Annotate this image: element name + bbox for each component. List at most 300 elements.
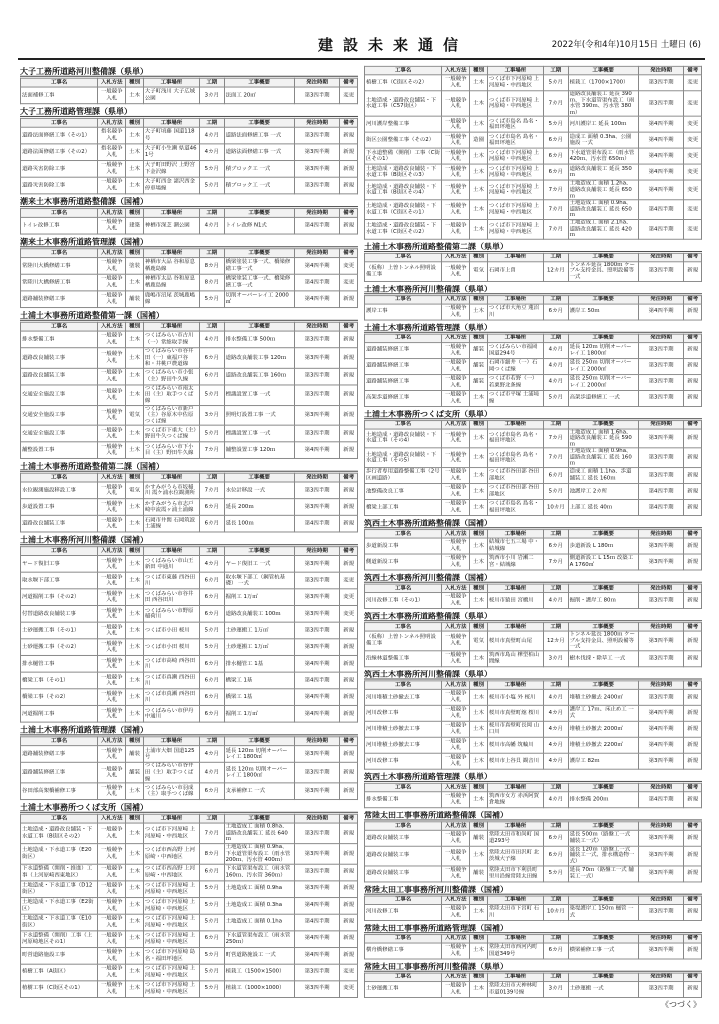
table-header-row — [21, 78, 358, 87]
section-title: 土浦土木事務所道路管理課（国補） — [20, 725, 358, 736]
remarks-cell: 新規 — [340, 881, 358, 898]
location-cell: 桜川市高幡 筑輪川 — [487, 737, 543, 753]
bid-method-cell: 一般競争入札 — [442, 792, 470, 808]
summary-cell: 延長 120ｍ（路盤工一式 舗装工一式、排水構造物一式） — [568, 846, 638, 866]
order-timing-cell: 第3四半期 — [638, 943, 684, 959]
duration-cell: 7カ月 — [544, 448, 569, 468]
location-cell: つくばみらい市古川（一）常総取手線 — [143, 331, 199, 348]
location-cell: つくば市西高野 上河原崎・中西地区 — [143, 864, 199, 881]
column-header-project-name: 工事名 — [21, 249, 98, 258]
table-header-row — [365, 530, 702, 538]
project-table — [364, 934, 702, 959]
location-cell: 神栖市大品 谷和原息栖鹿島線 — [143, 258, 199, 275]
location-cell: つくば市谷田部 谷田部地区 — [487, 468, 543, 484]
location-cell: つくば市小田 桜川 — [143, 622, 199, 639]
table-row — [21, 368, 358, 385]
summary-cell: 標識設置工事 一式 — [224, 385, 294, 405]
summary-cell: 高架歩道修繕工 一式 — [568, 390, 638, 406]
column-header-summary: 工事概要 — [224, 118, 294, 127]
bid-method-cell: 一般競争入札 — [442, 943, 470, 959]
category-cell: 土木 — [126, 656, 144, 673]
table-row — [365, 200, 702, 220]
summary-cell: 土地造成工 面積 1.6ha、道路改良舗装工 延長 590ｍ — [568, 429, 638, 449]
column-header-duration: 工期 — [200, 814, 225, 823]
column-header-bid-method: 入札方法 — [442, 973, 470, 981]
category-cell: 電気 — [470, 262, 488, 282]
section — [364, 961, 702, 998]
summary-cell: 法面工 20㎡ — [224, 87, 294, 104]
table-row — [21, 217, 358, 234]
column-header-project-name: 工事名 — [365, 334, 442, 342]
bid-method-cell: 指名競争入札 — [98, 127, 126, 144]
category-cell: 舗装 — [470, 830, 488, 846]
remarks-cell: 新規 — [340, 127, 358, 144]
bid-method-cell: 一般競争入札 — [98, 161, 126, 178]
location-cell: つくば市下河原崎 上河原崎・中西地区 — [487, 200, 543, 220]
bid-method-cell: 一般競争入札 — [98, 656, 126, 673]
location-cell: つくば市下河原崎 上河原崎・中西地区 — [143, 881, 199, 898]
summary-cell: 上部工 延長 40ｍ — [568, 500, 638, 516]
project-name-cell: 高架歩道修繕工事 — [365, 390, 442, 406]
table-row — [21, 981, 358, 998]
summary-cell: 道路改良舗装工事 160ｍ — [224, 368, 294, 385]
bid-method-cell: 一般競争入札 — [442, 721, 470, 737]
duration-cell: 5カ月 — [544, 866, 569, 882]
column-header-bid-method: 入札方法 — [442, 253, 470, 261]
table-row — [365, 219, 702, 239]
column-header-summary: 工事概要 — [568, 783, 638, 791]
bid-method-cell: 一般競争入札 — [98, 864, 126, 881]
remarks-cell: 変更 — [340, 572, 358, 589]
table-row — [21, 405, 358, 425]
column-header-project-name: 工事名 — [365, 822, 442, 830]
project-table — [20, 473, 358, 533]
table-row — [365, 164, 702, 180]
remarks-cell: 新規 — [340, 499, 358, 516]
duration-cell: 6カ月 — [200, 368, 225, 385]
column-header-bid-method: 入札方法 — [442, 334, 470, 342]
column-header-category: 種別 — [126, 814, 144, 823]
summary-cell: 延長 250ｍ 切削オーバーレイ工 2000㎡ — [568, 374, 638, 390]
section-title: 土浦土木事務所道路整備第一課（国補） — [20, 310, 358, 321]
remarks-cell: 新規 — [340, 348, 358, 368]
project-name-cell: 河道掘削工事（その2） — [21, 589, 98, 606]
table-row — [21, 442, 358, 459]
column-header-order-timing: 発注時期 — [294, 322, 340, 331]
duration-cell: 3カ月 — [544, 651, 569, 667]
category-cell: 土木 — [126, 931, 144, 948]
order-timing-cell: 第4四半期 — [294, 291, 340, 308]
location-cell: 神栖市太品 谷和原息栖鹿島線 — [143, 274, 199, 291]
column-header-location: 工事場所 — [143, 78, 199, 87]
project-name-cell: 法面補修工事 — [21, 87, 98, 104]
column-header-summary: 工事概要 — [568, 934, 638, 942]
category-cell: 土木 — [470, 304, 488, 320]
summary-cell: 土地造成工 面積 2.1ha、道路改良舗装工 延長 420ｍ — [568, 219, 638, 239]
column-header-order-timing: 発注時期 — [638, 681, 684, 689]
table-row — [21, 947, 358, 964]
section — [20, 196, 358, 234]
column-header-bid-method: 入札方法 — [442, 934, 470, 942]
project-name-cell: 植樹工事（A街区） — [21, 964, 98, 981]
column-header-summary: 工事概要 — [568, 822, 638, 830]
column-header-bid-method: 入札方法 — [442, 822, 470, 830]
column-header-category: 種別 — [470, 896, 488, 904]
summary-cell: 延長 120ｍ 切削オーバーレイ工 1800㎡ — [224, 746, 294, 763]
column-header-summary: 工事概要 — [568, 295, 638, 303]
column-header-remarks: 備考 — [340, 474, 358, 483]
location-cell: 大子町浅川 大子広域公園 — [143, 87, 199, 104]
remarks-cell: 新規 — [684, 390, 702, 406]
column-header-project-name: 工事名 — [21, 118, 98, 127]
location-cell: つくば市下河原崎 上河原崎・中西地区 — [143, 981, 199, 998]
order-timing-cell: 第3四半期 — [294, 864, 340, 881]
bid-method-cell: 一般競争入札 — [442, 631, 470, 651]
summary-cell: 道路改良舗装工 延長 390ｍ、下水道管渠布設工（雨水管 390ｍ、汚水管 380ｍ） — [568, 91, 638, 117]
category-cell: 土木 — [126, 556, 144, 573]
table-header-row — [365, 822, 702, 830]
summary-cell: 水位計移設 一式 — [224, 482, 294, 499]
column-header-summary: 工事概要 — [568, 973, 638, 981]
summary-cell: 排水整備 200ｍ — [568, 792, 638, 808]
bid-method-cell: 一般競争入札 — [98, 274, 126, 291]
column-header-summary: 工事概要 — [568, 530, 638, 538]
column-header-category: 種別 — [126, 737, 144, 746]
summary-cell: 池護岸工 2カ所 — [568, 484, 638, 500]
table-header-row — [365, 66, 702, 74]
order-timing-cell: 第3四半期 — [294, 823, 340, 843]
bid-method-cell: 一般競争入札 — [98, 689, 126, 706]
category-cell: 土木 — [470, 721, 488, 737]
bid-method-cell: 一般競争入札 — [442, 75, 470, 91]
duration-cell: 5カ月 — [544, 117, 569, 133]
section-title: 筑西土木事務所河川整備課（国補） — [364, 572, 702, 582]
order-timing-cell: 第3四半期 — [638, 904, 684, 920]
remarks-cell: 新規 — [684, 468, 702, 484]
order-timing-cell: 第4四半期 — [294, 516, 340, 533]
location-cell: つくばみらい市新戸（主）谷原木中佐原つくば線 — [143, 405, 199, 425]
category-cell: 土木 — [470, 943, 488, 959]
column-header-summary: 工事概要 — [568, 623, 638, 631]
column-header-order-timing: 発注時期 — [638, 334, 684, 342]
section — [364, 408, 702, 516]
location-cell: 大子町田野沢 上野宮下金沢線 — [143, 161, 199, 178]
project-name-cell: 土砂運搬工事（その1） — [21, 622, 98, 639]
column-header-location: 工事場所 — [487, 822, 543, 830]
category-cell: 土木 — [470, 500, 488, 516]
duration-cell: 6カ月 — [200, 516, 225, 533]
order-timing-cell: 第3四半期 — [638, 75, 684, 91]
remarks-cell: 新規 — [684, 866, 702, 882]
section — [20, 725, 358, 800]
bid-method-cell: 一般競争入札 — [442, 390, 470, 406]
bid-method-cell: 一般競争入札 — [98, 516, 126, 533]
location-cell: 常陸太田市下宮町 石川 — [487, 904, 543, 920]
project-name-cell: 護岸工事 — [365, 304, 442, 320]
order-timing-cell: 第3四半期 — [294, 981, 340, 998]
duration-cell: 6カ月 — [544, 943, 569, 959]
project-name-cell: 横舟橋修繕工事 — [365, 943, 442, 959]
table-row — [21, 556, 358, 573]
remarks-cell: 新規 — [684, 721, 702, 737]
project-name-cell: 町営道路施設工事 — [21, 947, 98, 964]
column-header-remarks: 備考 — [340, 547, 358, 556]
location-cell: 桜川市真壁町舘 桜川 — [487, 705, 543, 721]
column-header-remarks: 備考 — [340, 737, 358, 746]
bid-method-cell: 一般競争入札 — [442, 538, 470, 554]
bid-method-cell: 一般競争入札 — [442, 164, 470, 180]
category-cell: 土木 — [126, 823, 144, 843]
project-name-cell: 常陸川大橋修繕工事 — [21, 274, 98, 291]
duration-cell: 6カ月 — [544, 468, 569, 484]
column-header-duration: 工期 — [544, 295, 569, 303]
bid-method-cell: 一般競争入札 — [98, 606, 126, 623]
duration-cell: 7カ月 — [544, 554, 569, 570]
table-row — [21, 864, 358, 881]
order-timing-cell: 第3四半期 — [294, 425, 340, 442]
remarks-cell: 新規 — [340, 763, 358, 783]
duration-cell: 7カ月 — [544, 91, 569, 117]
column-header-order-timing: 発注時期 — [638, 623, 684, 631]
column-header-remarks: 備考 — [340, 78, 358, 87]
column-header-summary: 工事概要 — [224, 814, 294, 823]
order-timing-cell: 第4四半期 — [638, 117, 684, 133]
order-timing-cell: 第4四半期 — [638, 500, 684, 516]
location-cell: つくばみらい市山王新田 中通川 — [143, 556, 199, 573]
bid-method-cell: 一般競争入札 — [98, 368, 126, 385]
category-cell: 土木 — [126, 144, 144, 161]
publication-title: 建設未来通信 — [318, 36, 469, 54]
duration-cell: 6カ月 — [544, 164, 569, 180]
remarks-cell: 新規 — [684, 538, 702, 554]
column-header-duration: 工期 — [544, 66, 569, 74]
project-name-cell: 谷田部高架橋補修工事 — [21, 783, 98, 800]
section — [20, 802, 358, 998]
remarks-cell: 新規 — [340, 385, 358, 405]
category-cell: 電気 — [470, 631, 488, 651]
project-name-cell: 道路改良舗装工事 — [21, 516, 98, 533]
location-cell: つくば市平塚 土浦境線 — [487, 390, 543, 406]
duration-cell: 5カ月 — [200, 914, 225, 931]
project-name-cell: 道路改良舗装工事 — [365, 846, 442, 866]
order-timing-cell: 第3四半期 — [294, 556, 340, 573]
project-name-cell: 歩行者専用道路整備工事（2号区画道路） — [365, 468, 442, 484]
remarks-cell: 変更 — [684, 200, 702, 220]
summary-cell: 橋梁工 1基 — [224, 672, 294, 689]
remarks-cell: 変更 — [340, 981, 358, 998]
bid-method-cell: 一般競争入札 — [442, 358, 470, 374]
project-table — [20, 814, 358, 998]
location-cell: つくば市真瀬 西谷田川 — [143, 689, 199, 706]
location-cell: 桜川市真壁町山尾 — [487, 631, 543, 651]
column-header-location: 工事場所 — [487, 783, 543, 791]
bid-method-cell: 一般競争入札 — [98, 572, 126, 589]
location-cell: つくばみらい市伊丹 中通川 — [143, 706, 199, 723]
order-timing-cell: 第3四半期 — [638, 689, 684, 705]
bid-method-cell: 一般競争入札 — [98, 763, 126, 783]
section-title: 筑西土木事務所道路整備課（県単） — [364, 611, 702, 621]
summary-cell: 護岸工 50ｍ — [568, 304, 638, 320]
column-header-category: 種別 — [470, 295, 488, 303]
project-name-cell: 河川堆積土砂撤去工事 — [365, 721, 442, 737]
order-timing-cell: 第3四半期 — [638, 866, 684, 882]
order-timing-cell: 第4四半期 — [638, 792, 684, 808]
bid-method-cell: 一般競争入札 — [442, 866, 470, 882]
summary-cell: 道路改良舗装工 100ｍ — [224, 606, 294, 623]
project-table — [364, 972, 702, 997]
project-name-cell: 歩道新設工事 — [365, 538, 442, 554]
table-row — [365, 262, 702, 282]
bid-method-cell: 一般競争入札 — [98, 291, 126, 308]
section — [364, 611, 702, 667]
summary-cell: ヤード復旧工 一式 — [224, 556, 294, 573]
duration-cell: 5カ月 — [200, 881, 225, 898]
remarks-cell: 新規 — [340, 823, 358, 843]
project-table — [364, 295, 702, 320]
project-name-cell: 排水整備工事 — [365, 792, 442, 808]
table-row — [21, 87, 358, 104]
table-row — [21, 127, 358, 144]
summary-cell: 植栽工（1700×1700） — [568, 75, 638, 91]
column-header-project-name: 工事名 — [365, 973, 442, 981]
bid-method-cell: 一般競争入札 — [442, 468, 470, 484]
project-name-cell: 道路改良舗装工事 — [365, 866, 442, 882]
category-cell: 土木 — [470, 429, 488, 449]
column-header-remarks: 備考 — [340, 322, 358, 331]
duration-cell: 5カ月 — [544, 484, 569, 500]
table-row — [365, 75, 702, 91]
section — [364, 572, 702, 609]
table-row — [21, 589, 358, 606]
category-cell: 土木 — [470, 593, 488, 609]
bid-method-cell: 一般競争入札 — [442, 554, 470, 570]
section — [20, 310, 358, 459]
location-cell: 筑西市小川 岩瀬二宮・結城線 — [487, 554, 543, 570]
bid-method-cell: 一般競争入札 — [98, 981, 126, 998]
bid-method-cell: 一般競争入札 — [442, 904, 470, 920]
location-cell: つくば市下河原崎 上河原崎・中西地区 — [143, 914, 199, 931]
column-header-order-timing: 発注時期 — [638, 973, 684, 981]
column-header-category: 種別 — [470, 934, 488, 942]
category-cell: 土木 — [470, 737, 488, 753]
bid-method-cell: 一般競争入札 — [442, 374, 470, 390]
section-title: 常陸太田工事事務所道路管理課（国補） — [364, 922, 702, 932]
duration-cell: 3カ月 — [200, 405, 225, 425]
order-timing-cell: 第3四半期 — [294, 639, 340, 656]
section-title: 大子工務所道路河川整備課（県単） — [20, 66, 358, 77]
remarks-cell: 新規 — [684, 753, 702, 769]
bid-method-cell: 一般競争入札 — [442, 830, 470, 846]
location-cell: つくば市下河原崎 上河原崎・中西地区 — [143, 897, 199, 914]
summary-cell: 土砂運搬 一式 — [568, 981, 638, 997]
project-name-cell: 道路舗装修繕工事 — [365, 374, 442, 390]
location-cell: つくばみらい市下小目（主）野田牛久線 — [143, 442, 199, 459]
category-cell: 電気 — [126, 405, 144, 425]
duration-cell: 6カ月 — [200, 672, 225, 689]
order-timing-cell: 第4四半期 — [638, 219, 684, 239]
section — [364, 810, 702, 882]
duration-cell: 6カ月 — [544, 830, 569, 846]
table-row — [365, 468, 702, 484]
location-cell: つくばみらい市福岡 国道294号 — [487, 342, 543, 358]
summary-cell: 延長 200ｍ — [224, 499, 294, 516]
summary-cell: 土地造成工 面積 0.3ha — [224, 897, 294, 914]
remarks-cell: 新規 — [340, 368, 358, 385]
project-name-cell: （仮称）上曽トンネル照明設備工事 — [365, 631, 442, 651]
summary-cell: 築堤護岸工 150ｍ 樋管 一式 — [568, 904, 638, 920]
column-header-summary: 工事概要 — [224, 547, 294, 556]
remarks-cell: 新規 — [340, 331, 358, 348]
duration-cell: 3カ月 — [544, 981, 569, 997]
location-cell: つくば市下河原崎 上河原崎・中西地区 — [487, 75, 543, 91]
order-timing-cell: 第3四半期 — [638, 593, 684, 609]
column-header-category: 種別 — [470, 420, 488, 428]
category-cell: 土木 — [126, 706, 144, 723]
category-cell: 土木 — [470, 538, 488, 554]
location-cell: 鹿嶋市沼尾 茨城鹿嶋線 — [143, 291, 199, 308]
duration-cell: 7カ月 — [200, 482, 225, 499]
section — [364, 518, 702, 571]
duration-cell: 4カ月 — [544, 705, 569, 721]
summary-cell: 植栽工（1000×1000） — [224, 981, 294, 998]
section — [364, 283, 702, 320]
summary-cell: 河川護岸工 延長 100ｍ — [568, 117, 638, 133]
column-header-bid-method: 入札方法 — [98, 322, 126, 331]
section-title: 土浦土木事務所道路整備第二課（県単） — [364, 241, 702, 251]
order-timing-cell: 第4四半期 — [294, 672, 340, 689]
column-header-project-name: 工事名 — [365, 934, 442, 942]
duration-cell: 8カ月 — [200, 274, 225, 291]
remarks-cell: 新規 — [340, 844, 358, 864]
bid-method-cell: 一般競争入札 — [442, 651, 470, 667]
summary-cell: トンネル延長 1800ｍ ケーブル支持金具、照明設備等 一式 — [568, 262, 638, 282]
bid-method-cell: 一般競争入札 — [98, 258, 126, 275]
column-header-order-timing: 発注時期 — [294, 547, 340, 556]
location-cell: つくば市下河原崎 上河原崎・中西地区 — [143, 964, 199, 981]
column-header-duration: 工期 — [200, 474, 225, 483]
order-timing-cell: 第3四半期 — [294, 127, 340, 144]
table-row — [21, 689, 358, 706]
column-header-project-name: 工事名 — [365, 896, 442, 904]
duration-cell: 6カ月 — [544, 304, 569, 320]
section-title: 常陸太田工事事務所道路整備課（国補） — [364, 810, 702, 820]
project-name-cell: ヤード復旧工事 — [21, 556, 98, 573]
column-header-location: 工事場所 — [487, 253, 543, 261]
table-header-row — [21, 322, 358, 331]
project-table — [20, 547, 358, 723]
project-name-cell: 道路舗装修繕工事 — [365, 342, 442, 358]
category-cell: 土木 — [126, 348, 144, 368]
project-table — [20, 248, 358, 308]
order-timing-cell: 第3四半期 — [294, 144, 340, 161]
location-cell: 常陸太田市田沢町 北茨城大子線 — [487, 846, 543, 866]
summary-cell: トイレ改修 N1式 — [224, 217, 294, 234]
project-name-cell: 河道掘削工事 — [21, 706, 98, 723]
column-header-category: 種別 — [126, 209, 144, 218]
order-timing-cell: 第3四半期 — [638, 846, 684, 866]
location-cell: つくば市大角豆 蓮沼川 — [487, 304, 543, 320]
column-header-project-name: 工事名 — [365, 530, 442, 538]
section-title: 筑西土木事務所河川整備課（県単） — [364, 669, 702, 679]
table-row — [365, 117, 702, 133]
column-header-remarks: 備考 — [684, 584, 702, 592]
table-row — [21, 706, 358, 723]
table-header-row — [21, 474, 358, 483]
table-header-row — [365, 253, 702, 261]
category-cell: 土木 — [126, 87, 144, 104]
duration-cell: 7カ月 — [200, 823, 225, 843]
summary-cell: 延長 70ｍ（路盤工一式 舗装工一式） — [568, 866, 638, 882]
